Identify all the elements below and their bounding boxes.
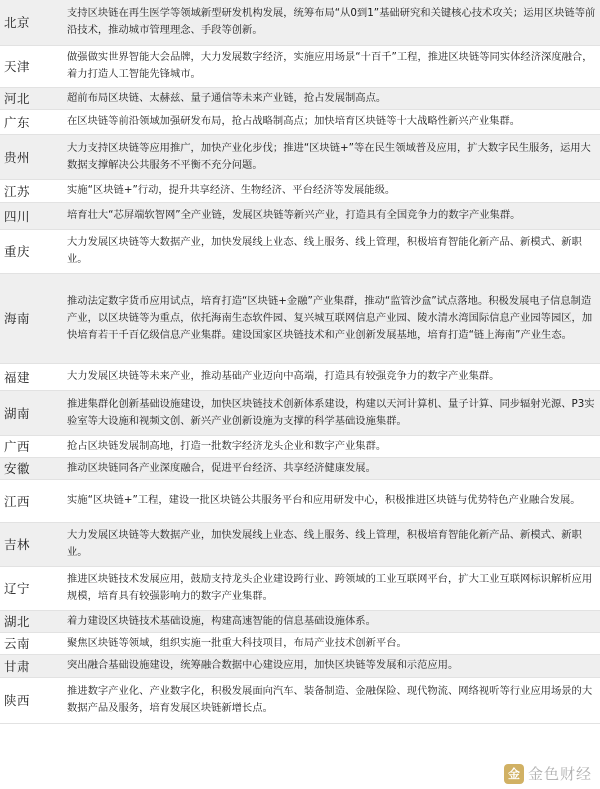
policy-text-cell: 聚焦区块链等领域，组织实施一批重大科技项目，布局产业技术创新平台。: [60, 632, 600, 654]
table-row: [0, 134, 600, 179]
policy-text-cell: 大力发展区块链等未来产业，推动基础产业迈向中高端，打造具有较强竞争力的数字产业集群。: [60, 363, 600, 390]
table-row: [0, 179, 600, 202]
policy-text-cell: 大力发展区块链等大数据产业，加快发展线上业态、线上服务、线上管理，积极培育智能化新产品、新模式、新职业。: [60, 522, 600, 566]
table-row: [0, 566, 600, 610]
table-row: [0, 610, 600, 632]
table-row: [0, 522, 600, 566]
table-row: [0, 109, 600, 134]
region-cell: 重庆: [0, 229, 60, 273]
table-row: [0, 363, 600, 390]
region-cell: 贵州: [0, 134, 60, 179]
table-row: [0, 87, 600, 109]
table-row: [0, 632, 600, 654]
region-cell: 广东: [0, 109, 60, 134]
policy-text-cell: 在区块链等前沿领域加强研发布局，抢占战略制高点；加快培育区块链等十大战略性新兴产业集群。: [60, 109, 600, 134]
region-cell: 云南: [0, 632, 60, 654]
region-cell: 北京: [0, 0, 60, 45]
region-cell: 吉林: [0, 522, 60, 566]
region-cell: 海南: [0, 273, 60, 363]
region-cell: 河北: [0, 87, 60, 109]
policy-text-cell: 做强做实世界智能大会品牌，大力发展数字经济，实施应用场景“十百千”工程，推进区块链等同实体经济深度融合，着力打造人工智能先锋城市。: [60, 45, 600, 87]
watermark-logo-icon: 金: [504, 764, 524, 784]
table-row: [0, 390, 600, 435]
table-row: [0, 435, 600, 457]
watermark-text: 金色财经: [527, 765, 592, 783]
region-cell: 四川: [0, 202, 60, 229]
policy-text-cell: 大力发展区块链等大数据产业，加快发展线上业态、线上服务、线上管理，积极培育智能化新产品、新模式、新职业。: [60, 229, 600, 273]
watermark: [504, 763, 592, 784]
table-row: [0, 229, 600, 273]
region-cell: 江苏: [0, 179, 60, 202]
table-row: [0, 677, 600, 723]
table-row: [0, 654, 600, 677]
region-cell: 湖南: [0, 390, 60, 435]
table-row: [0, 479, 600, 522]
region-cell: 甘肃: [0, 654, 60, 677]
policy-text-cell: 超前布局区块链、太赫兹、量子通信等未来产业链，抢占发展制高点。: [60, 87, 600, 109]
region-cell: 福建: [0, 363, 60, 390]
region-cell: 湖北: [0, 610, 60, 632]
region-cell: 陕西: [0, 677, 60, 723]
table-row: [0, 202, 600, 229]
region-cell: 安徽: [0, 457, 60, 479]
policy-text-cell: 大力支持区块链等应用推广，加快产业化步伐；推进“区块链+”等在民生领域普及应用，扩大数字民生服务，运用大数据支撑解决公共服务不平衡不充分问题。: [60, 134, 600, 179]
policy-text-cell: 着力建设区块链技术基础设施，构建高速智能的信息基础设施体系。: [60, 610, 600, 632]
policy-text-cell: 实施“区块链+”行动，提升共享经济、生物经济、平台经济等发展能级。: [60, 179, 600, 202]
policy-text-cell: 推进数字产业化、产业数字化，积极发展面向汽车、装备制造、金融保险、现代物流、网络视听等行业应用场景的大数据产品及服务，培育发展区块链新增长点。: [60, 677, 600, 723]
policy-text-cell: 推动法定数字货币应用试点，培育打造“区块链+金融”产业集群，推动“监管沙盒”试点落地。积极发展电子信息制造产业，以区块链等为重点，依托海南生态软件园、复兴城互联网信息产业园、陵水清水湾国际信息产业园等园区，加快培育若干千百亿级信息产业集群。建设国家区块链技术和产业创新发展基地，培育打造“链上海南”产业生态。: [60, 273, 600, 363]
table-row: [0, 0, 600, 45]
policy-text-cell: 推进集群化创新基础设施建设，加快区块链技术创新体系建设，构建以天河计算机、量子计算、同步辐射光源、P3实验室等大设施和视频文创、新兴产业创新设施为支撑的科学基础设施集群。: [60, 390, 600, 435]
region-cell: 广西: [0, 435, 60, 457]
policy-text-cell: 推动区块链同各产业深度融合，促进平台经济、共享经济健康发展。: [60, 457, 600, 479]
policy-text-cell: 支持区块链在再生医学等领域新型研发机构发展，统筹布局“从0到1”基础研究和关键核心技术攻关；运用区块链等前沿技术，推动城市管理理念、手段等创新。: [60, 0, 600, 45]
region-cell: 辽宁: [0, 566, 60, 610]
policy-text-cell: 培育壮大“芯屏端软智网”全产业链，发展区块链等新兴产业，打造具有全国竞争力的数字产业集群。: [60, 202, 600, 229]
table-row: [0, 45, 600, 87]
table-row: [0, 457, 600, 479]
region-cell: 江西: [0, 479, 60, 522]
policy-text-cell: 抢占区块链发展制高地，打造一批数字经济龙头企业和数字产业集群。: [60, 435, 600, 457]
policy-text-cell: 推进区块链技术发展应用，鼓励支持龙头企业建设跨行业、跨领域的工业互联网平台，扩大工业互联网标识解析应用规模，培育具有较强影响力的数字产业集群。: [60, 566, 600, 610]
region-cell: 天津: [0, 45, 60, 87]
policy-text-cell: 实施“区块链+”工程，建设一批区块链公共服务平台和应用研发中心，积极推进区块链与优势特色产业融合发展。: [60, 479, 600, 522]
policy-text-cell: 突出融合基础设施建设，统筹融合数据中心建设应用，加快区块链等发展和示范应用。: [60, 654, 600, 677]
table-row: [0, 273, 600, 363]
